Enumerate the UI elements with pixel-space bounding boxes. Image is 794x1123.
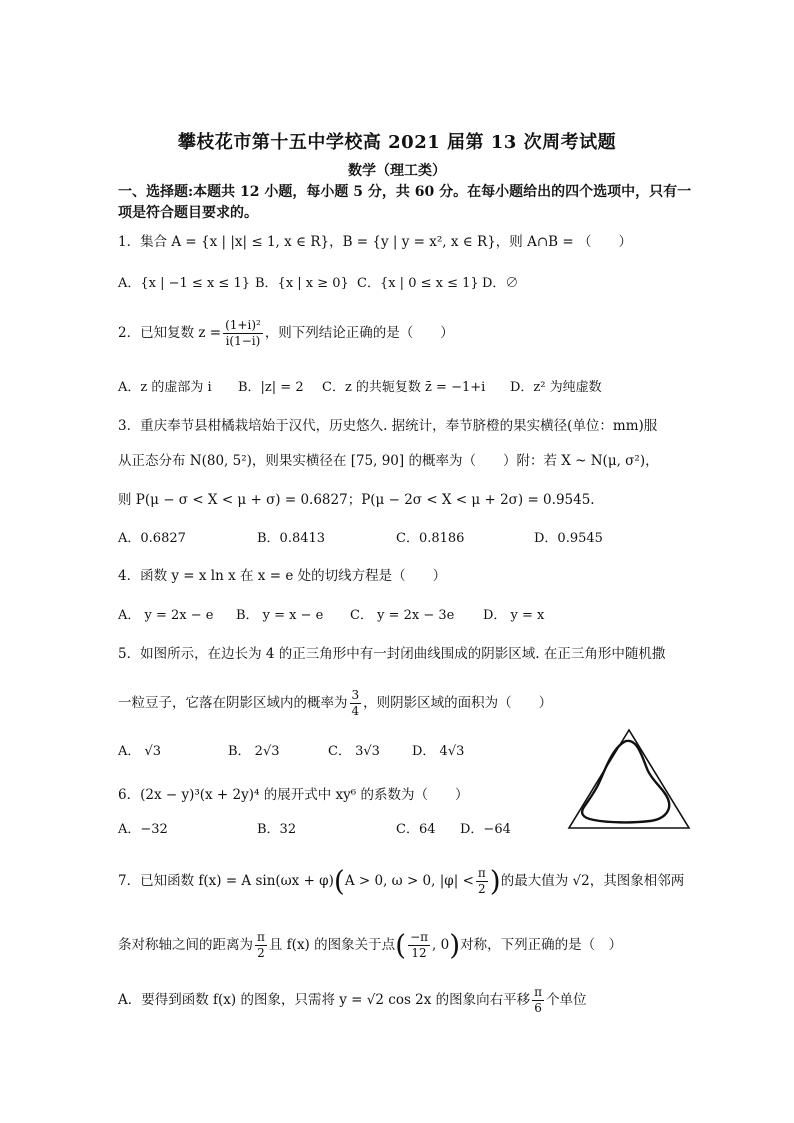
page-title: 攀枝花市第十五中学校高 2021 届第 13 次周考试题: [177, 132, 617, 153]
question-2-option-c: C．z 的共轭复数 z̄ = −1+i: [322, 380, 486, 395]
question-4-option-c: C． y = 2x − 3e: [350, 608, 455, 623]
question-3-option-c: C．0.8186: [396, 531, 465, 546]
question-7-line2-prefix: 条对称轴之间的距离为: [118, 937, 253, 953]
question-4-option-b: B． y = x − e: [236, 608, 324, 623]
question-5-line2: [118, 688, 552, 719]
question-3-line2: 从正态分布 N(80, 5²)，则果实横径在 [75, 90] 的概率为（ ）附：若 X ~ N(μ, σ²)，: [118, 453, 659, 469]
left-paren-2: (: [395, 928, 407, 962]
page-subtitle: 数学（理工类）: [348, 163, 446, 179]
question-7-point-num: −π: [410, 930, 429, 944]
right-paren: ): [489, 864, 501, 898]
question-6-option-d: D．−64: [460, 822, 511, 837]
question-7-point-den: 12: [411, 946, 427, 960]
question-7-option-a-suffix: 个单位: [546, 992, 587, 1008]
closed-curve-region: [582, 741, 669, 823]
question-2-fraction-num: (1+i)²: [225, 318, 261, 332]
question-2-option-a: A．z 的虚部为 i: [118, 380, 212, 395]
question-5-line2-prefix: 一粒豆子，它落在阴影区域内的概率为: [118, 695, 348, 711]
question-7-line2-mid: 且 f(x) 的图象关于点: [268, 937, 396, 953]
question-2-fraction-den: i(1−i): [225, 334, 261, 348]
question-5-option-d: D． 4√3: [412, 744, 465, 759]
question-5-fraction-num: 3: [351, 688, 360, 702]
question-3-line1: 3．重庆奉节县柑橘栽培始于汉代，历史悠久. 据统计，奉节脐橙的果实横径(单位：mm)服: [118, 418, 658, 434]
question-4-option-d: D． y = x: [483, 608, 545, 623]
question-7-line1-suffix: 的最大值为 √2，其图象相邻两: [500, 873, 685, 889]
left-paren: (: [333, 864, 345, 898]
question-7-line2: [118, 930, 622, 961]
question-7-point-tail: , 0: [432, 937, 450, 953]
question-7-half-den: 2: [257, 946, 265, 960]
question-7-line1-prefix: 7．已知函数 f(x) = A sin(ωx + φ): [118, 873, 334, 889]
question-4-option-a: A． y = 2x − e: [118, 608, 214, 623]
question-2-suffix: ，则下列结论正确的是（ ）: [264, 325, 454, 341]
question-5-line2-suffix: ，则阴影区域的面积为（ ）: [363, 695, 553, 711]
question-7-line1: [118, 866, 684, 897]
equilateral-triangle: [569, 730, 689, 828]
question-7-pi-fraction: [476, 866, 488, 897]
question-6-option-b: B．32: [257, 822, 297, 837]
question-3-option-b: B．0.8413: [257, 531, 326, 546]
question-7-six-fraction: [532, 985, 544, 1016]
question-5-fraction: [350, 688, 362, 719]
question-7-line2-suffix: 对称，下列正确的是（ ）: [460, 937, 623, 953]
question-1-option-b: B．{x | x ≥ 0}: [255, 276, 349, 291]
question-6-stem: 6．(2x − y)³(x + 2y)⁴ 的展开式中 xy⁶ 的系数为（ ）: [118, 787, 469, 803]
question-7-six-num: π: [534, 985, 543, 999]
right-paren-2: ): [449, 928, 461, 962]
question-1-option-c: C．{x | 0 ≤ x ≤ 1}: [357, 276, 479, 291]
question-7-option-a: [118, 985, 587, 1016]
section-heading-line1: 一、选择题:本题共 12 小题，每小题 5 分，共 60 分。在每小题给出的四个选项中，只有一: [118, 184, 692, 200]
question-7-condition: A > 0, ω > 0, |φ| <: [344, 873, 474, 889]
question-1-option-d: D．∅: [482, 276, 519, 291]
question-2-option-b: B．|z| = 2: [238, 380, 304, 395]
question-2-fraction: [223, 318, 263, 349]
question-5-fraction-den: 4: [351, 704, 360, 718]
question-1-option-a: A．{x | −1 ≤ x ≤ 1}: [118, 276, 250, 291]
question-4-stem: 4．函数 y = x ln x 在 x = e 处的切线方程是（ ）: [118, 568, 447, 584]
question-7-half-num: π: [257, 930, 265, 944]
question-6-option-a: A．−32: [118, 822, 168, 837]
triangle-figure: [566, 727, 692, 831]
question-1-stem: 1．集合 A = {x | |x| ≤ 1, x ∈ R}，B = {y | y = x², x ∈ R}，则 A∩B = （ ）: [118, 234, 632, 250]
question-5-line1: 5．如图所示，在边长为 4 的正三角形中有一封闭曲线围成的阴影区域. 在正三角形中随机撒: [118, 646, 666, 662]
question-7-option-a-prefix: A．要得到函数 f(x) 的图象，只需将 y = √2 cos 2x 的图象向右平移: [118, 992, 531, 1008]
section-heading-line2: 项是符合题目要求的。: [118, 205, 258, 221]
question-6-option-c: C．64: [396, 822, 436, 837]
question-3-option-d: D．0.9545: [534, 531, 603, 546]
question-2-option-d: D．z² 为纯虚数: [510, 380, 602, 395]
question-2-prefix: 2．已知复数 z =: [118, 325, 222, 341]
question-5-option-c: C． 3√3: [328, 744, 380, 759]
question-7-six-den: 6: [534, 1001, 542, 1015]
question-7-pi-den: 2: [478, 882, 486, 896]
question-3-line3: 则 P(μ − σ < X < μ + σ) = 0.6827；P(μ − 2σ < X < μ + 2σ) = 0.9545.: [118, 492, 595, 508]
question-7-half-fraction: [255, 930, 267, 961]
question-2-stem: [118, 318, 454, 349]
question-7-pi-num: π: [477, 866, 486, 880]
question-5-option-b: B． 2√3: [228, 744, 280, 759]
question-5-option-a: A． √3: [118, 744, 162, 759]
question-3-option-a: A．0.6827: [118, 531, 186, 546]
question-7-point-fraction: [408, 930, 430, 961]
